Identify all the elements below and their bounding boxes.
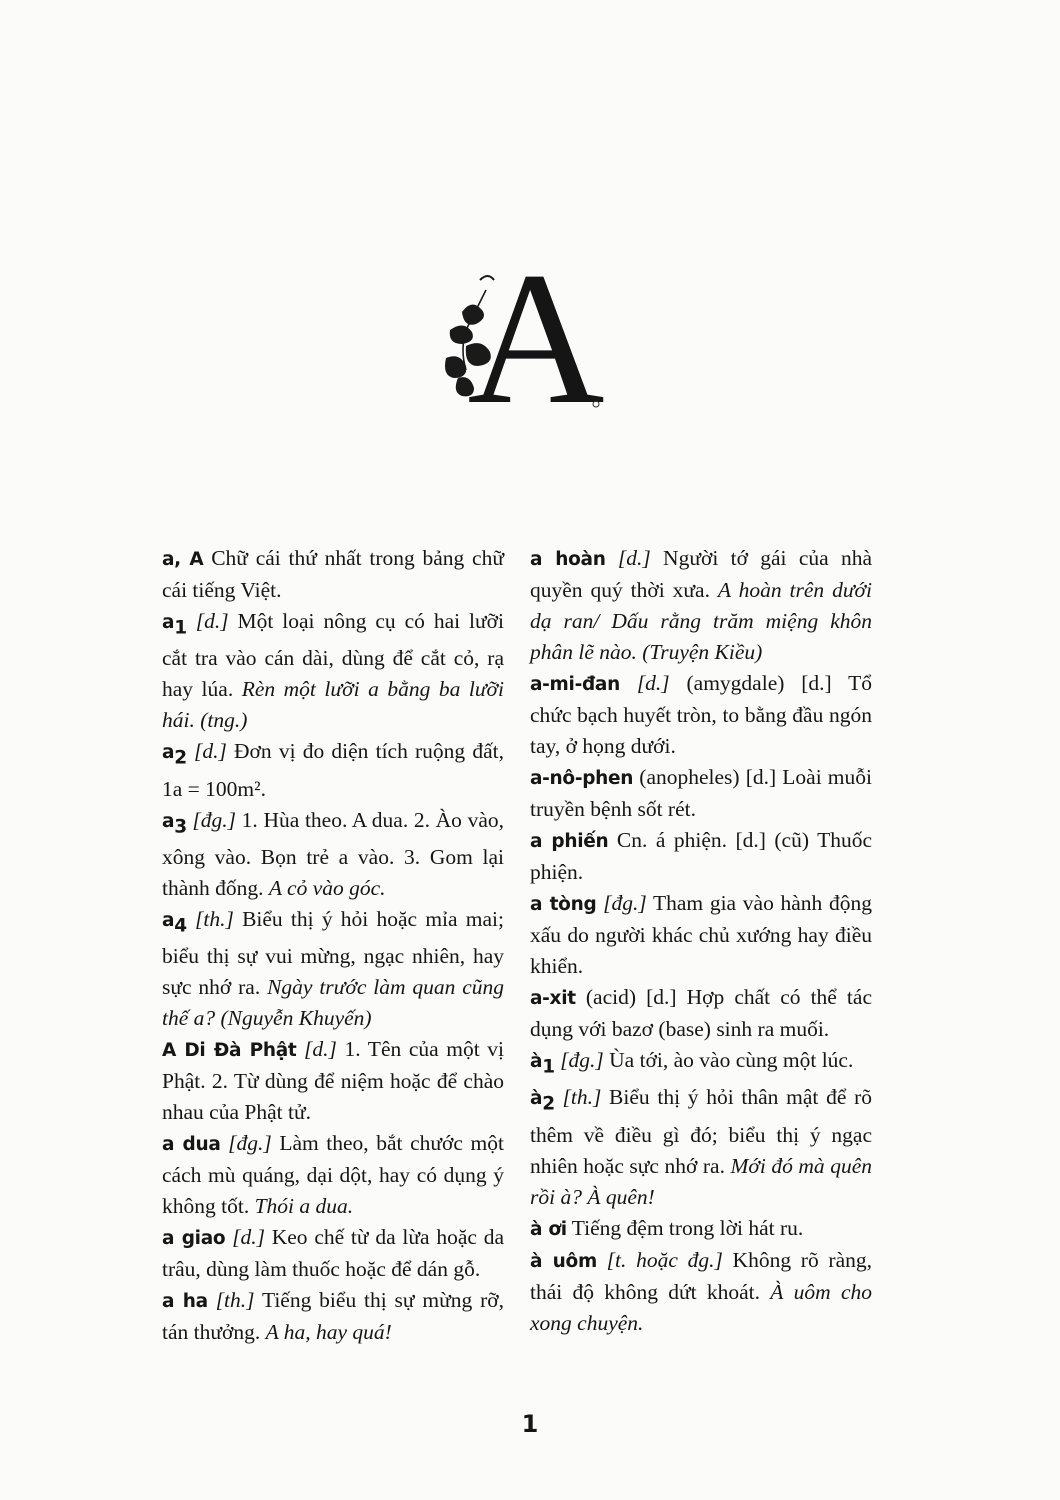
- entry-definition: (amygdale) [d.] Tổ chức bạch huyết tròn, to bằng đầu ngón tay, ở họng dưới.: [530, 671, 873, 758]
- entry-word-class: [th.]: [195, 906, 234, 931]
- dictionary-entry: [530, 762, 872, 825]
- entry-headword: a-mi-đan: [530, 674, 620, 695]
- entry-headword: a tòng: [530, 894, 597, 915]
- entry-definition: Biểu thị ý hỏi hoặc mỉa mai; biểu thị sự vui mừng, ngạc nhiên, hay sực nhớ ra.: [162, 906, 504, 1000]
- entry-word-class: [th.]: [215, 1288, 255, 1313]
- ornamental-initial-letter: [436, 250, 616, 420]
- entry-definition: Đơn vị đo diện tích ruộng đất, 1a = 100m².: [162, 739, 504, 801]
- dictionary-entry: [162, 1285, 504, 1348]
- entry-sense-number: 2: [542, 1093, 555, 1115]
- right-column: [530, 543, 872, 1393]
- entry-headword: a-nô-phen: [530, 768, 634, 789]
- dictionary-entry: [162, 543, 504, 606]
- entry-word-class: [đg.]: [192, 807, 237, 832]
- entry-definition: (anopheles) [d.] Loài muỗi truyền bệnh sốt rét.: [530, 765, 872, 821]
- entry-definition: Tiếng biểu thị sự mừng rỡ, tán thưởng.: [162, 1288, 504, 1345]
- entry-headword: à: [530, 1088, 543, 1110]
- entry-definition: Tiếng đệm trong lời hát ru.: [566, 1215, 804, 1240]
- dictionary-entry: [530, 1082, 872, 1212]
- entry-headword: a giao: [162, 1228, 226, 1250]
- entry-word-class: [t. hoặc đg.]: [606, 1247, 723, 1272]
- dictionary-entry: [162, 1128, 504, 1222]
- entry-definition: Chữ cái thứ nhất trong bảng chữ cái tiếng Việt.: [162, 546, 504, 602]
- dictionary-entry: [530, 543, 872, 668]
- dictionary-entry: [162, 606, 504, 736]
- entry-definition: Làm theo, bắt chước một cách mù quáng, dại dột, hay có dụng ý không tốt.: [162, 1131, 504, 1219]
- entry-headword: à ơi: [530, 1218, 567, 1240]
- dictionary-entry: [162, 736, 504, 804]
- entry-sense-number: 1: [174, 617, 187, 639]
- dictionary-entry: [530, 888, 872, 982]
- entry-word-class: [d.]: [195, 609, 229, 633]
- svg-text:A: A: [467, 250, 605, 420]
- entry-example: Rèn một lưỡi a bằng ba lưỡi hái. (tng.): [162, 677, 504, 733]
- entry-sense-number: 4: [174, 915, 187, 937]
- entry-headword: à: [530, 1051, 543, 1072]
- dictionary-entry: [530, 825, 872, 888]
- entry-headword: a hoàn: [530, 549, 606, 570]
- dictionary-entry: [530, 982, 872, 1045]
- entry-word-class: [đg.]: [228, 1131, 272, 1156]
- entry-definition: 1. Hùa theo. A dua. 2. Ào vào, xông vào. Bọn trẻ a vào. 3. Gom lại thành đống.: [162, 807, 504, 900]
- dictionary-entry: [162, 1222, 504, 1285]
- entry-headword: a: [162, 810, 175, 832]
- entry-example: Thói a dua.: [254, 1194, 354, 1219]
- entry-definition: Một loại nông cụ có hai lưỡi cắt tra vào cán dài, dùng để cắt cỏ, rạ hay lúa.: [162, 609, 504, 702]
- entry-word-class: [d.]: [304, 1037, 337, 1062]
- entry-definition: Biểu thị ý hỏi thân mật để rõ thêm về điều gì đó; biểu thị ý ngạc nhiên hoặc sực nhớ ra.: [530, 1085, 872, 1178]
- dictionary-entry: [530, 1045, 872, 1082]
- entry-columns: [162, 543, 872, 1393]
- entry-headword: a ha: [162, 1291, 208, 1313]
- entry-definition: Keo chế từ da lừa hoặc da trâu, dùng làm thuốc hoặc để dán gỗ.: [162, 1225, 505, 1282]
- dictionary-entry: [530, 668, 872, 762]
- entry-headword: a dua: [162, 1134, 221, 1156]
- entry-word-class: [đg.]: [603, 891, 647, 915]
- entry-definition: (acid) [d.] Hợp chất có thể tác dụng với bazơ (base) sinh ra muối.: [530, 985, 872, 1041]
- page-number: 1: [521, 1410, 539, 1438]
- dictionary-entry: [162, 1034, 504, 1128]
- entry-headword: a, A: [162, 549, 204, 570]
- dictionary-entry: [162, 904, 504, 1034]
- dictionary-entry: [162, 805, 504, 904]
- entry-definition: Tham gia vào hành động xấu do người khác chủ xướng hay điều khiển.: [530, 891, 872, 978]
- entry-headword: a: [162, 612, 175, 633]
- entry-headword: a: [162, 909, 175, 931]
- entry-definition: Cn. á phiện. [d.] (cũ) Thuốc phiện.: [530, 828, 873, 884]
- entry-example: A hoàn trên dưới dạ ran/ Dấu rằng trăm miệng khôn phân lẽ nào. (Truyện Kiều): [530, 578, 872, 664]
- entry-headword: a phiến: [530, 831, 609, 852]
- entry-word-class: [th.]: [562, 1085, 602, 1110]
- left-column: [162, 543, 504, 1393]
- entry-word-class: [đg.]: [560, 1048, 604, 1072]
- entry-example: Mới đó mà quên rồi à? À quên!: [530, 1153, 872, 1209]
- entry-sense-number: 3: [174, 815, 187, 837]
- entry-word-class: [d.]: [232, 1225, 265, 1250]
- entry-definition: Không rõ ràng, thái độ không dứt khoát.: [530, 1247, 873, 1304]
- dictionary-entry: [530, 1245, 872, 1339]
- entry-example: A cỏ vào góc.: [268, 875, 386, 900]
- entry-example: À uôm cho xong chuyện.: [530, 1279, 872, 1335]
- entry-headword: a: [162, 742, 175, 764]
- entry-example: A ha, hay quá!: [265, 1320, 392, 1345]
- leaf-ornament-icon: [436, 250, 616, 420]
- entry-word-class: [d.]: [617, 546, 651, 570]
- entry-headword: à uôm: [530, 1250, 597, 1272]
- entry-word-class: [d.]: [193, 739, 227, 764]
- entry-word-class: [d.]: [636, 671, 670, 695]
- entry-definition: Người tớ gái của nhà quyền quý thời xưa.: [530, 546, 872, 602]
- entry-sense-number: 1: [542, 1056, 555, 1078]
- entry-headword: a-xit: [530, 988, 576, 1009]
- entry-sense-number: 2: [174, 747, 187, 769]
- entry-example: Ngày trước làm quan cũng thế a? (Nguyễn Khuyến): [162, 975, 504, 1031]
- entry-definition: Ùa tới, ào vào cùng một lúc.: [603, 1048, 854, 1072]
- entry-definition: 1. Tên của một vị Phật. 2. Từ dùng để niệm hoặc để chào nhau của Phật tử.: [162, 1037, 505, 1125]
- entry-headword: A Di Đà Phật: [162, 1040, 297, 1062]
- dictionary-entry: [530, 1213, 872, 1245]
